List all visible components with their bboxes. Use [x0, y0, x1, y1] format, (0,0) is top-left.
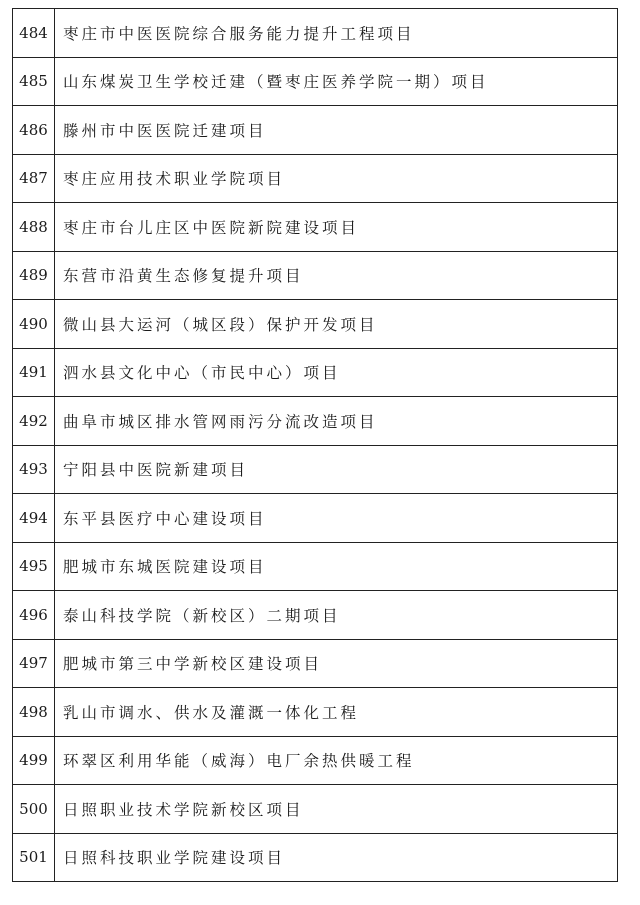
row-number: 497 — [13, 640, 55, 688]
table-row — [13, 543, 617, 592]
project-name: 肥城市东城医院建设项目 — [63, 558, 267, 577]
table-row — [13, 155, 617, 204]
row-number: 487 — [13, 155, 55, 203]
project-name: 曲阜市城区排水管网雨污分流改造项目 — [63, 412, 378, 431]
row-number: 488 — [13, 203, 55, 251]
table-row — [13, 591, 617, 640]
row-number: 499 — [13, 737, 55, 785]
row-number: 491 — [13, 349, 55, 397]
table-row — [13, 397, 617, 446]
project-name: 微山县大运河（城区段）保护开发项目 — [63, 315, 378, 334]
table-row — [13, 640, 617, 689]
table-row — [13, 300, 617, 349]
row-number: 495 — [13, 543, 55, 591]
table-row — [13, 252, 617, 301]
project-table — [12, 8, 618, 882]
table-row — [13, 106, 617, 155]
table-row — [13, 494, 617, 543]
project-name: 肥城市第三中学新校区建设项目 — [63, 655, 323, 674]
row-number: 500 — [13, 785, 55, 833]
table-row — [13, 349, 617, 398]
project-name: 山东煤炭卫生学校迁建（暨枣庄医养学院一期）项目 — [63, 73, 489, 92]
project-name: 东平县医疗中心建设项目 — [63, 509, 267, 528]
row-number: 494 — [13, 494, 55, 542]
table-row — [13, 58, 617, 107]
project-name: 宁阳县中医院新建项目 — [63, 461, 249, 480]
row-number: 493 — [13, 446, 55, 494]
row-number: 489 — [13, 252, 55, 300]
project-name: 枣庄市台儿庄区中医院新院建设项目 — [63, 218, 360, 237]
table-row — [13, 785, 617, 834]
row-number: 486 — [13, 106, 55, 154]
row-number: 484 — [13, 9, 55, 57]
project-name: 枣庄应用技术职业学院项目 — [63, 170, 286, 189]
table-row — [13, 834, 617, 883]
row-number: 496 — [13, 591, 55, 639]
project-name: 乳山市调水、供水及灌溉一体化工程 — [63, 703, 360, 722]
project-name: 泰山科技学院（新校区）二期项目 — [63, 606, 341, 625]
project-name: 日照职业技术学院新校区项目 — [63, 800, 304, 819]
table-row — [13, 688, 617, 737]
table-row — [13, 446, 617, 495]
row-number: 492 — [13, 397, 55, 445]
row-number: 490 — [13, 300, 55, 348]
project-name: 环翠区利用华能（威海）电厂余热供暖工程 — [63, 752, 415, 771]
table-row — [13, 203, 617, 252]
project-name: 东营市沿黄生态修复提升项目 — [63, 267, 304, 286]
project-name: 滕州市中医医院迁建项目 — [63, 121, 267, 140]
table-row — [13, 737, 617, 786]
project-name: 枣庄市中医医院综合服务能力提升工程项目 — [63, 24, 415, 43]
table-row — [13, 9, 617, 58]
project-name: 泗水县文化中心（市民中心）项目 — [63, 364, 341, 383]
row-number: 501 — [13, 834, 55, 882]
row-number: 485 — [13, 58, 55, 106]
row-number: 498 — [13, 688, 55, 736]
project-name: 日照科技职业学院建设项目 — [63, 849, 286, 868]
